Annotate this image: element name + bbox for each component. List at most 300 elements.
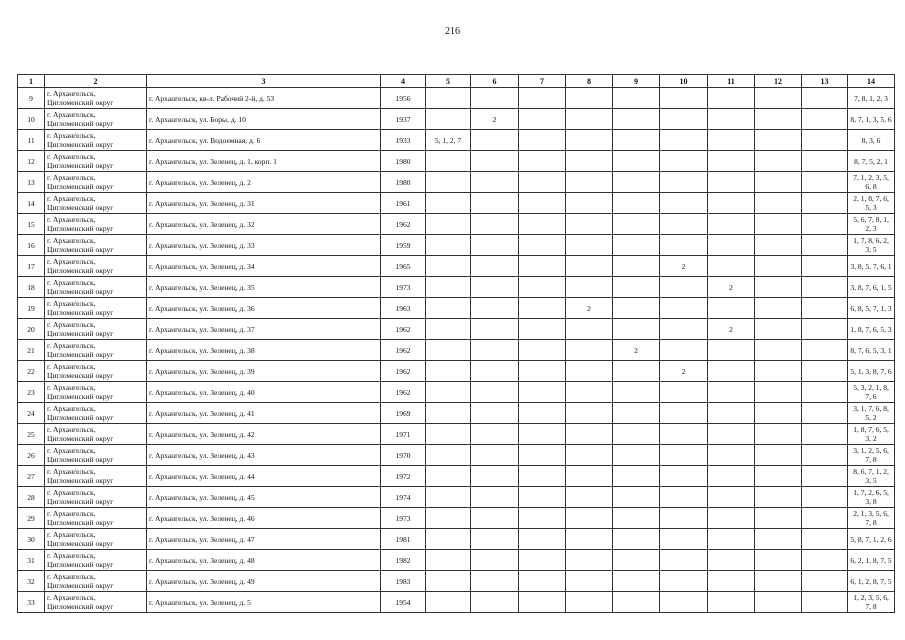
district-cell [45, 298, 147, 319]
row-number: 21 [18, 340, 45, 361]
value-cell-c9: 2 [613, 340, 660, 361]
value-cell-c5 [426, 382, 471, 403]
row-number: 31 [18, 550, 45, 571]
value-cell-c9 [613, 130, 660, 151]
value-cell-c11 [708, 403, 755, 424]
row-number: 25 [18, 424, 45, 445]
value-cell-c7 [519, 550, 566, 571]
year-cell: 1961 [381, 193, 426, 214]
district-line: г. Архангельск, [47, 110, 96, 119]
value-cell-c13 [802, 592, 848, 613]
table-row [18, 529, 895, 550]
district-line: Цигломенский округ [47, 602, 114, 611]
value-cell-c6 [471, 172, 519, 193]
district-line: г. Архангельск, [47, 530, 96, 539]
value-cell-c5 [426, 151, 471, 172]
value-cell-c11 [708, 298, 755, 319]
value-cell-c10 [660, 88, 708, 109]
address-cell: г. Архангельск, ул. Зеленец, д. 45 [147, 487, 381, 508]
district-line: Цигломенский округ [47, 560, 114, 569]
value-cell-c8 [566, 340, 613, 361]
value-cell-c13 [802, 466, 848, 487]
value-cell-c6 [471, 235, 519, 256]
value-cell-c13 [802, 130, 848, 151]
year-cell: 1981 [381, 529, 426, 550]
district-line: Цигломенский округ [47, 98, 114, 107]
table-row [18, 550, 895, 571]
value-cell-c5 [426, 256, 471, 277]
value-cell-c14: 3, 8, 5, 7, 6, 1 [848, 256, 895, 277]
year-cell: 1965 [381, 256, 426, 277]
value-cell-c9 [613, 319, 660, 340]
table-row [18, 130, 895, 151]
value-cell-c6 [471, 466, 519, 487]
value-cell-c8 [566, 193, 613, 214]
column-header-9: 9 [613, 75, 660, 88]
row-number: 14 [18, 193, 45, 214]
value-cell-c6 [471, 130, 519, 151]
district-line: Цигломенский округ [47, 497, 114, 506]
value-cell-c13 [802, 277, 848, 298]
value-cell-c12 [755, 151, 802, 172]
address-cell: г. Архангельск, ул. Зеленец, д. 34 [147, 256, 381, 277]
value-cell-c9 [613, 151, 660, 172]
value-cell-c9 [613, 193, 660, 214]
value-cell-c5 [426, 235, 471, 256]
table-row [18, 508, 895, 529]
value-cell-c10 [660, 550, 708, 571]
column-header-4: 4 [381, 75, 426, 88]
value-cell-c8 [566, 151, 613, 172]
value-cell-c14: 6, 8, 5, 7, 1, 3 [848, 298, 895, 319]
value-cell-c13 [802, 340, 848, 361]
district-cell [45, 193, 147, 214]
year-cell: 1956 [381, 88, 426, 109]
table-row [18, 172, 895, 193]
value-cell-c9 [613, 508, 660, 529]
address-cell: г. Архангельск, ул. Зеленец, д. 39 [147, 361, 381, 382]
address-cell: г. Архангельск, ул. Водоемная, д. 6 [147, 130, 381, 151]
value-cell-c11 [708, 529, 755, 550]
value-cell-c12 [755, 214, 802, 235]
value-cell-c14: 8, 7, 1, 3, 5, 6 [848, 109, 895, 130]
value-cell-c9 [613, 109, 660, 130]
district-cell [45, 109, 147, 130]
value-cell-c8 [566, 319, 613, 340]
value-cell-c12 [755, 361, 802, 382]
address-cell: г. Архангельск, ул. Зеленец, д. 41 [147, 403, 381, 424]
value-cell-c9 [613, 382, 660, 403]
value-cell-c14: 8, 6, 7, 1, 2, 3, 5 [848, 466, 895, 487]
year-cell: 1973 [381, 277, 426, 298]
value-cell-c13 [802, 109, 848, 130]
value-cell-c7 [519, 361, 566, 382]
value-cell-c7 [519, 424, 566, 445]
year-cell: 1959 [381, 235, 426, 256]
value-cell-c14: 3, 1, 2, 5, 6, 7, 8 [848, 445, 895, 466]
table-row [18, 151, 895, 172]
value-cell-c5 [426, 340, 471, 361]
year-cell: 1962 [381, 319, 426, 340]
value-cell-c8 [566, 424, 613, 445]
value-cell-c9 [613, 298, 660, 319]
table-row [18, 193, 895, 214]
value-cell-c6 [471, 193, 519, 214]
district-cell [45, 256, 147, 277]
value-cell-c12 [755, 88, 802, 109]
value-cell-c9 [613, 277, 660, 298]
value-cell-c10 [660, 571, 708, 592]
value-cell-c6 [471, 319, 519, 340]
value-cell-c12 [755, 424, 802, 445]
district-line: Цигломенский округ [47, 224, 114, 233]
value-cell-c8 [566, 466, 613, 487]
table-row [18, 487, 895, 508]
table-row [18, 277, 895, 298]
value-cell-c6 [471, 571, 519, 592]
district-line: Цигломенский округ [47, 455, 114, 464]
district-line: г. Архангельск, [47, 404, 96, 413]
district-line: Цигломенский округ [47, 308, 114, 317]
column-header-7: 7 [519, 75, 566, 88]
district-line: г. Архангельск, [47, 152, 96, 161]
value-cell-c11: 2 [708, 319, 755, 340]
district-cell [45, 592, 147, 613]
value-cell-c11 [708, 88, 755, 109]
address-cell: г. Архангельск, ул. Зеленец, д. 43 [147, 445, 381, 466]
district-line: г. Архангельск, [47, 362, 96, 371]
value-cell-c13 [802, 88, 848, 109]
table-row [18, 382, 895, 403]
value-cell-c7 [519, 592, 566, 613]
district-line: г. Архангельск, [47, 383, 96, 392]
district-line: Цигломенский округ [47, 161, 114, 170]
value-cell-c11 [708, 550, 755, 571]
column-header-12: 12 [755, 75, 802, 88]
row-number: 15 [18, 214, 45, 235]
value-cell-c7 [519, 487, 566, 508]
value-cell-c9 [613, 487, 660, 508]
value-cell-c10 [660, 298, 708, 319]
table-row [18, 214, 895, 235]
value-cell-c13 [802, 403, 848, 424]
table-row [18, 88, 895, 109]
column-header-5: 5 [426, 75, 471, 88]
value-cell-c8 [566, 361, 613, 382]
value-cell-c8 [566, 109, 613, 130]
row-number: 19 [18, 298, 45, 319]
value-cell-c5 [426, 571, 471, 592]
value-cell-c9 [613, 403, 660, 424]
value-cell-c5 [426, 508, 471, 529]
row-number: 12 [18, 151, 45, 172]
district-line: Цигломенский округ [47, 245, 114, 254]
value-cell-c5 [426, 172, 471, 193]
value-cell-c12 [755, 382, 802, 403]
value-cell-c7 [519, 403, 566, 424]
row-number: 11 [18, 130, 45, 151]
value-cell-c13 [802, 235, 848, 256]
row-number: 16 [18, 235, 45, 256]
district-cell [45, 382, 147, 403]
value-cell-c11 [708, 571, 755, 592]
district-cell [45, 424, 147, 445]
value-cell-c14: 2, 1, 3, 5, 6, 7, 8 [848, 508, 895, 529]
district-cell [45, 151, 147, 172]
value-cell-c7 [519, 256, 566, 277]
value-cell-c7 [519, 382, 566, 403]
value-cell-c10 [660, 172, 708, 193]
value-cell-c10 [660, 529, 708, 550]
address-cell: г. Архангельск, ул. Зеленец, д. 33 [147, 235, 381, 256]
value-cell-c7 [519, 340, 566, 361]
table-row [18, 592, 895, 613]
value-cell-c5 [426, 403, 471, 424]
value-cell-c7 [519, 130, 566, 151]
table-row [18, 109, 895, 130]
value-cell-c12 [755, 235, 802, 256]
district-line: г. Архангельск, [47, 446, 96, 455]
value-cell-c7 [519, 235, 566, 256]
district-cell [45, 235, 147, 256]
district-cell [45, 487, 147, 508]
district-line: г. Архангельск, [47, 89, 96, 98]
row-number: 33 [18, 592, 45, 613]
district-cell [45, 361, 147, 382]
value-cell-c5 [426, 550, 471, 571]
table-row [18, 256, 895, 277]
address-cell: г. Архангельск, ул. Зеленец, д. 40 [147, 382, 381, 403]
value-cell-c9 [613, 466, 660, 487]
district-line: г. Архангельск, [47, 257, 96, 266]
district-cell [45, 508, 147, 529]
table-row [18, 445, 895, 466]
value-cell-c6 [471, 88, 519, 109]
district-line: г. Архангельск, [47, 425, 96, 434]
value-cell-c9 [613, 88, 660, 109]
value-cell-c7 [519, 298, 566, 319]
district-line: г. Архангельск, [47, 341, 96, 350]
value-cell-c6 [471, 214, 519, 235]
year-cell: 1982 [381, 550, 426, 571]
value-cell-c5: 5, 1, 2, 7 [426, 130, 471, 151]
year-cell: 1969 [381, 403, 426, 424]
value-cell-c7 [519, 529, 566, 550]
value-cell-c5 [426, 193, 471, 214]
address-cell: г. Архангельск, ул. Зеленец, д. 32 [147, 214, 381, 235]
value-cell-c11 [708, 445, 755, 466]
value-cell-c6 [471, 382, 519, 403]
value-cell-c14: 2, 1, 8, 7, 6, 5, 3 [848, 193, 895, 214]
address-cell: г. Архангельск, ул. Зеленец, д. 49 [147, 571, 381, 592]
value-cell-c12 [755, 319, 802, 340]
value-cell-c13 [802, 550, 848, 571]
value-cell-c6 [471, 298, 519, 319]
value-cell-c9 [613, 571, 660, 592]
district-line: г. Архангельск, [47, 320, 96, 329]
value-cell-c6 [471, 550, 519, 571]
value-cell-c6 [471, 424, 519, 445]
address-cell: г. Архангельск, ул. Зеленец, д. 46 [147, 508, 381, 529]
district-line: г. Архангельск, [47, 131, 96, 140]
value-cell-c6: 2 [471, 109, 519, 130]
row-number: 20 [18, 319, 45, 340]
address-cell: г. Архангельск, ул. Боры, д. 10 [147, 109, 381, 130]
value-cell-c8 [566, 529, 613, 550]
value-cell-c5 [426, 298, 471, 319]
column-header-3: 3 [147, 75, 381, 88]
value-cell-c5 [426, 466, 471, 487]
value-cell-c14: 5, 1, 3, 8, 7, 6 [848, 361, 895, 382]
year-cell: 1971 [381, 424, 426, 445]
address-cell: г. Архангельск, ул. Зеленец, д. 38 [147, 340, 381, 361]
district-cell [45, 466, 147, 487]
value-cell-c10 [660, 319, 708, 340]
value-cell-c10 [660, 193, 708, 214]
value-cell-c11 [708, 256, 755, 277]
value-cell-c13 [802, 361, 848, 382]
data-table [17, 74, 895, 613]
address-cell: г. Архангельск, ул. Зеленец, д. 48 [147, 550, 381, 571]
value-cell-c7 [519, 151, 566, 172]
value-cell-c5 [426, 424, 471, 445]
table-row [18, 235, 895, 256]
value-cell-c11 [708, 508, 755, 529]
column-header-8: 8 [566, 75, 613, 88]
district-line: Цигломенский округ [47, 350, 114, 359]
value-cell-c6 [471, 508, 519, 529]
year-cell: 1962 [381, 214, 426, 235]
address-cell: г. Архангельск, ул. Зеленец, д. 5 [147, 592, 381, 613]
table-row [18, 298, 895, 319]
value-cell-c14: 7, 8, 1, 2, 3 [848, 88, 895, 109]
value-cell-c12 [755, 193, 802, 214]
value-cell-c6 [471, 592, 519, 613]
row-number: 10 [18, 109, 45, 130]
value-cell-c6 [471, 361, 519, 382]
value-cell-c12 [755, 109, 802, 130]
value-cell-c11 [708, 214, 755, 235]
value-cell-c13 [802, 424, 848, 445]
district-cell [45, 319, 147, 340]
value-cell-c14: 1, 8, 7, 6, 5, 3 [848, 319, 895, 340]
value-cell-c13 [802, 571, 848, 592]
value-cell-c8 [566, 88, 613, 109]
year-cell: 1962 [381, 340, 426, 361]
value-cell-c10 [660, 592, 708, 613]
value-cell-c13 [802, 445, 848, 466]
value-cell-c8 [566, 550, 613, 571]
value-cell-c8 [566, 592, 613, 613]
value-cell-c14: 5, 3, 2, 1, 8, 7, 6 [848, 382, 895, 403]
value-cell-c6 [471, 445, 519, 466]
value-cell-c12 [755, 277, 802, 298]
value-cell-c12 [755, 529, 802, 550]
year-cell: 1962 [381, 361, 426, 382]
value-cell-c11 [708, 130, 755, 151]
value-cell-c10 [660, 214, 708, 235]
district-line: г. Архангельск, [47, 572, 96, 581]
value-cell-c12 [755, 340, 802, 361]
value-cell-c9 [613, 361, 660, 382]
address-cell: г. Архангельск, кв-л. Рабочий 2-й, д. 53 [147, 88, 381, 109]
value-cell-c9 [613, 445, 660, 466]
year-cell: 1983 [381, 571, 426, 592]
value-cell-c5 [426, 487, 471, 508]
column-header-1: 1 [18, 75, 45, 88]
value-cell-c13 [802, 529, 848, 550]
address-cell: г. Архангельск, ул. Зеленец, д. 31 [147, 193, 381, 214]
header-row [18, 75, 895, 88]
value-cell-c10 [660, 130, 708, 151]
value-cell-c9 [613, 592, 660, 613]
value-cell-c14: 8, 7, 6, 5, 3, 1 [848, 340, 895, 361]
row-number: 24 [18, 403, 45, 424]
address-cell: г. Архангельск, ул. Зеленец, д. 36 [147, 298, 381, 319]
value-cell-c13 [802, 193, 848, 214]
value-cell-c12 [755, 571, 802, 592]
value-cell-c10 [660, 151, 708, 172]
year-cell: 1963 [381, 298, 426, 319]
column-header-10: 10 [660, 75, 708, 88]
row-number: 9 [18, 88, 45, 109]
year-cell: 1962 [381, 382, 426, 403]
value-cell-c7 [519, 172, 566, 193]
district-cell [45, 529, 147, 550]
row-number: 22 [18, 361, 45, 382]
district-cell [45, 403, 147, 424]
value-cell-c6 [471, 151, 519, 172]
value-cell-c14: 1, 7, 2, 6, 5, 3, 8 [848, 487, 895, 508]
value-cell-c8 [566, 445, 613, 466]
value-cell-c13 [802, 487, 848, 508]
value-cell-c7 [519, 214, 566, 235]
value-cell-c14: 1, 7, 8, 6, 2, 3, 5 [848, 235, 895, 256]
district-line: г. Архангельск, [47, 488, 96, 497]
district-cell [45, 130, 147, 151]
district-cell [45, 550, 147, 571]
value-cell-c7 [519, 109, 566, 130]
value-cell-c12 [755, 550, 802, 571]
address-cell: г. Архангельск, ул. Зеленец, д. 35 [147, 277, 381, 298]
district-line: г. Архангельск, [47, 194, 96, 203]
district-line: г. Архангельск, [47, 299, 96, 308]
value-cell-c6 [471, 529, 519, 550]
value-cell-c10 [660, 382, 708, 403]
district-cell [45, 172, 147, 193]
row-number: 26 [18, 445, 45, 466]
address-cell: г. Архангельск, ул. Зеленец, д. 42 [147, 424, 381, 445]
value-cell-c8 [566, 214, 613, 235]
value-cell-c9 [613, 424, 660, 445]
value-cell-c11 [708, 466, 755, 487]
address-cell: г. Архангельск, ул. Зеленец, д. 37 [147, 319, 381, 340]
row-number: 27 [18, 466, 45, 487]
value-cell-c11 [708, 193, 755, 214]
value-cell-c14: 6, 1, 2, 8, 7, 5 [848, 571, 895, 592]
district-line: Цигломенский округ [47, 581, 114, 590]
value-cell-c14: 5, 6, 7, 8, 1, 2, 3 [848, 214, 895, 235]
value-cell-c10: 2 [660, 256, 708, 277]
column-header-13: 13 [802, 75, 848, 88]
value-cell-c14: 8, 3, 6 [848, 130, 895, 151]
year-cell: 1933 [381, 130, 426, 151]
district-line: Цигломенский округ [47, 119, 114, 128]
value-cell-c10 [660, 235, 708, 256]
district-line: г. Архангельск, [47, 173, 96, 182]
column-header-6: 6 [471, 75, 519, 88]
address-cell: г. Архангельск, ул. Зеленец, д. 1, корп. 1 [147, 151, 381, 172]
